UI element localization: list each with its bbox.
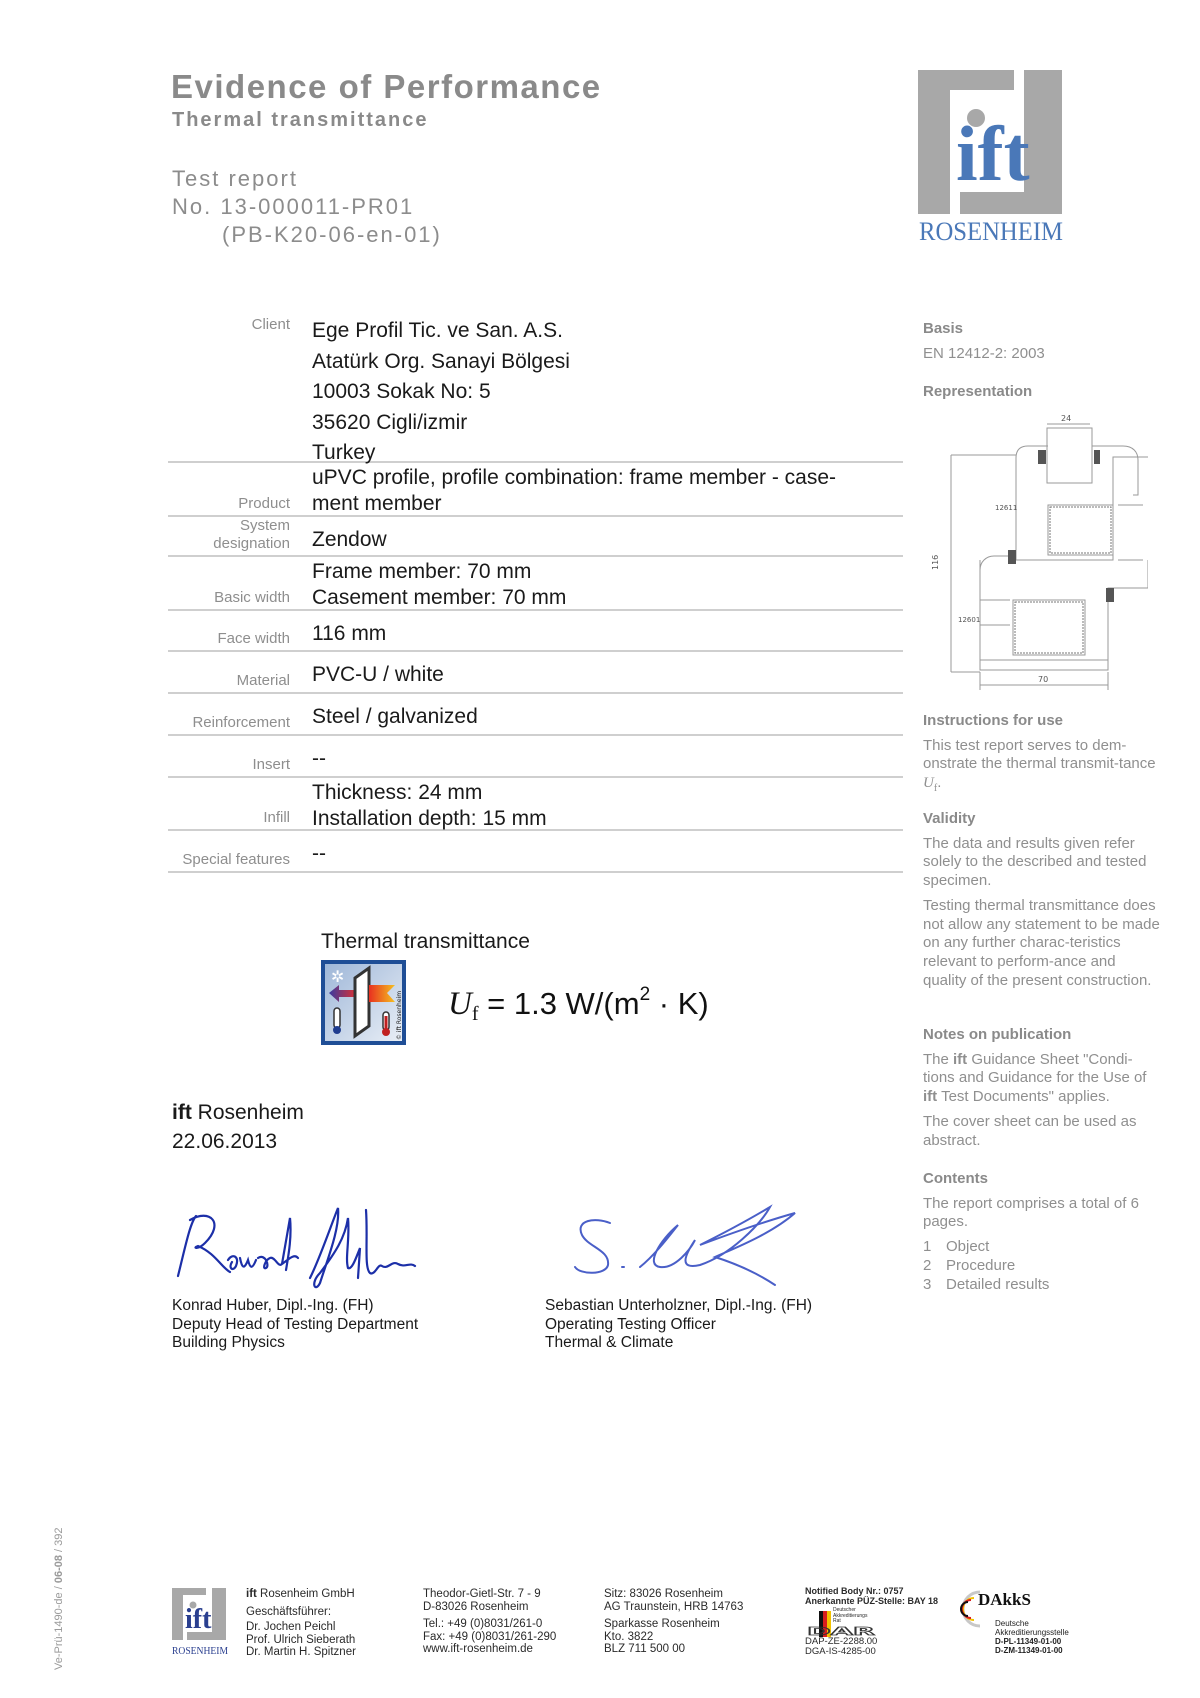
uf-exponent: 2	[639, 984, 651, 1005]
spec-row-system-designation	[168, 517, 903, 557]
contents-item	[923, 1257, 1163, 1276]
form-code-part: Ve-Prü-1490-de /	[53, 1583, 65, 1670]
logo-mark: ift	[956, 110, 1030, 197]
product-value	[304, 465, 903, 515]
issuer-block	[172, 1098, 304, 1156]
fax: Fax: +49 (0)8031/261-290	[423, 1630, 557, 1643]
sidebar-representation	[923, 383, 1163, 408]
infill-value	[304, 780, 903, 829]
product-line: uPVC profile, profile combination: frame member - case-	[312, 466, 837, 489]
footer-company	[246, 1588, 356, 1659]
client-line: 35620 Cigli/izmir	[312, 410, 468, 434]
svg-text:DAR: DAR	[807, 1624, 877, 1637]
instructions-text-part: This test report serves to dem-onstrate the thermal transmit-tance	[923, 736, 1156, 773]
basic-width-label: Basic width	[214, 589, 290, 606]
notified-body-line: Anerkannte PÜZ-Stelle: BAY 18	[805, 1596, 939, 1606]
label-line: System	[239, 517, 290, 534]
signatory-department: Building Physics	[172, 1334, 285, 1351]
dar-caption-line: Akkreditierungs	[833, 1612, 868, 1619]
spec-row-infill	[168, 778, 903, 831]
representation-heading: Representation	[923, 383, 1033, 400]
publication-text-1	[923, 1051, 1163, 1107]
specification-table	[168, 316, 903, 873]
spec-row-face-width	[168, 611, 903, 652]
svg-text:✲: ✲	[331, 967, 345, 986]
uf-symbol: U	[923, 775, 934, 792]
issue-date: 22.06.2013	[172, 1130, 278, 1153]
reinforcement-value: Steel / galvanized	[312, 705, 478, 728]
system-designation-value: Zendow	[312, 528, 387, 551]
address-line: D-83026 Rosenheim	[423, 1600, 529, 1613]
company-name: Rosenheim GmbH	[256, 1588, 355, 1600]
text-part: Guidance Sheet "Condi-tions and Guidance for the Use of	[923, 1050, 1147, 1087]
manager-name: Dr. Jochen Peichl	[246, 1621, 336, 1633]
contents-heading: Contents	[923, 1170, 988, 1187]
sidebar-basis	[923, 320, 1163, 369]
dakks-code: D-PL-11349-01-00	[995, 1637, 1062, 1646]
bank-line: Kto. 3822	[604, 1630, 654, 1643]
system-designation-label	[168, 517, 304, 555]
spec-row-special-features	[168, 831, 903, 873]
contents-text: The report comprises a total of 6 pages.	[923, 1194, 1139, 1231]
material-value: PVC-U / white	[312, 663, 444, 686]
contents-item	[923, 1276, 1163, 1295]
address-line: Theodor-Gietl-Str. 7 - 9	[423, 1588, 541, 1600]
signatory-role: Deputy Head of Testing Department	[172, 1315, 419, 1333]
dim-height: 116	[931, 554, 940, 570]
signatory-department: Thermal & Climate	[545, 1334, 674, 1351]
spec-row-insert	[168, 736, 903, 778]
dar-caption-line: Rat	[833, 1618, 841, 1624]
managing-directors-label: Geschäftsführer:	[246, 1605, 332, 1618]
form-code-part: 06-08	[53, 1555, 65, 1584]
footer-address	[423, 1588, 556, 1656]
dar-code: DAP-ZE-2288.00	[805, 1635, 878, 1647]
validity-text-2: Testing thermal transmittance does not allow any statement to be made on any further charac-teristics relevant to perform-ance and quality of the present construction.	[923, 896, 1160, 989]
product-label: Product	[238, 495, 290, 512]
footer-registry	[604, 1588, 743, 1656]
spec-row-product	[168, 463, 903, 517]
special-features-label: Special features	[182, 851, 290, 868]
spec-row-client	[168, 316, 903, 463]
client-line: Turkey	[312, 441, 376, 464]
client-line: Ege Profil Tic. ve San. A.S.	[312, 319, 563, 342]
infill-line: Thickness: 24 mm	[312, 781, 483, 804]
signature-sebastian-unterholzner	[560, 1195, 820, 1295]
bank-line: BLZ 711 500 00	[604, 1643, 685, 1655]
dakks-code: D-ZM-11349-01-00	[995, 1646, 1063, 1655]
dakks-caption-line: Akkreditierungsstelle	[995, 1628, 1069, 1637]
instructions-text-part: .	[937, 774, 942, 792]
profile-number-upper: 12611	[995, 504, 1018, 512]
company-bold: ift	[246, 1588, 257, 1600]
footer-logo-mark: ift	[185, 1604, 212, 1635]
contents-list	[923, 1238, 1163, 1294]
contents-item	[923, 1238, 1163, 1257]
basic-width-value	[304, 559, 903, 609]
form-code-part: / 392	[53, 1527, 65, 1556]
footer-ift-logo	[172, 1588, 228, 1658]
signature-konrad-huber	[170, 1198, 460, 1298]
document-subtitle: Thermal transmittance	[172, 109, 429, 131]
insert-label: Insert	[252, 756, 290, 773]
item-label: Object	[946, 1238, 990, 1256]
item-number: 1	[923, 1238, 932, 1256]
ift-rosenheim-logo	[918, 70, 1064, 246]
special-features-value: --	[312, 842, 326, 865]
text-part-bold: ift	[953, 1050, 968, 1068]
sidebar-contents	[923, 1170, 1163, 1294]
infill-line: Installation depth: 15 mm	[312, 807, 547, 830]
phone: Tel.: +49 (0)8031/261-0	[423, 1618, 543, 1630]
product-line: ment member	[312, 492, 442, 515]
footer-notified-body	[805, 1586, 938, 1657]
client-value	[304, 316, 903, 464]
client-line: 10003 Sokak No: 5	[312, 380, 491, 403]
text-part: Test Documents" applies.	[937, 1088, 1110, 1106]
uf-subscript: f	[933, 783, 938, 795]
material-label: Material	[236, 672, 290, 689]
signatory-name: Sebastian Unterholzner, Dipl.-Ing. (FH)	[545, 1297, 813, 1314]
signatory-name: Konrad Huber, Dipl.-Ing. (FH)	[172, 1297, 374, 1314]
signatory-2	[545, 1297, 812, 1353]
validity-text-1: The data and results given refer solely to the described and tested specimen.	[923, 834, 1147, 890]
item-number: 2	[923, 1256, 932, 1274]
dar-code: DGA-IS-4285-00	[805, 1645, 876, 1657]
report-code: (PB-K20-06-en-01)	[222, 222, 442, 247]
result-heading: Thermal transmittance	[321, 930, 530, 953]
face-width-label: Face width	[217, 630, 290, 647]
notified-body-line: Notified Body Nr.: 0757	[805, 1586, 904, 1596]
signatory-role: Operating Testing Officer	[545, 1315, 716, 1333]
manager-name: Dr. Martin H. Spitzner	[246, 1646, 356, 1658]
publication-text-2: The cover sheet can be used as abstract.	[923, 1112, 1137, 1149]
uf-unit: · K)	[650, 986, 709, 1021]
infill-label: Infill	[263, 809, 290, 826]
item-number: 3	[923, 1275, 932, 1293]
issuer-org: Rosenheim	[191, 1101, 304, 1124]
dar-logo	[805, 1608, 938, 1637]
dakks-caption-line: Deutsche	[995, 1619, 1029, 1628]
thermal-transmittance-icon	[321, 960, 406, 1045]
dakks-name: DAkkS	[978, 1590, 1031, 1609]
registry-line: AG Traunstein, HRB 14763	[604, 1600, 744, 1613]
uf-symbol: U	[448, 986, 472, 1022]
uf-number: = 1.3 W/(m	[478, 986, 640, 1021]
footer-logo-name: ROSENHEIM	[172, 1646, 228, 1657]
dakks-caption	[995, 1619, 1069, 1655]
spec-row-reinforcement	[168, 694, 903, 736]
sidebar-validity	[923, 810, 1163, 996]
basis-heading: Basis	[923, 320, 964, 337]
dar-caption-line: Deutscher	[833, 1607, 856, 1613]
basic-width-line: Casement member: 70 mm	[312, 586, 567, 609]
client-line: Atatürk Org. Sanayi Bölgesi	[312, 349, 570, 373]
dar-caption	[833, 1608, 867, 1625]
report-number: No. 13-000011-PR01	[172, 194, 415, 219]
website: www.ift-rosenheim.de	[423, 1643, 533, 1655]
validity-heading: Validity	[923, 810, 976, 827]
manager-name: Prof. Ulrich Sieberath	[246, 1633, 356, 1646]
item-label: Detailed results	[946, 1275, 1050, 1293]
insert-value: --	[312, 747, 326, 770]
registry-line: Sitz: 83026 Rosenheim	[604, 1588, 723, 1600]
dim-width: 70	[1038, 675, 1049, 684]
spec-row-basic-width	[168, 557, 903, 611]
svg-text:© ift Rosenheim: © ift Rosenheim	[396, 990, 403, 1040]
publication-heading: Notes on publication	[923, 1026, 1072, 1043]
text-part-bold: ift	[923, 1088, 938, 1106]
basis-text: EN 12412-2: 2003	[923, 344, 1045, 362]
sidebar-instructions	[923, 712, 1163, 805]
reinforcement-label: Reinforcement	[192, 714, 290, 731]
label-line: designation	[213, 535, 290, 552]
face-width-value: 116 mm	[312, 622, 387, 645]
form-code	[53, 1527, 65, 1670]
instructions-heading: Instructions for use	[923, 712, 1064, 729]
basic-width-line: Frame member: 70 mm	[312, 560, 532, 583]
issuer-org-bold: ift	[172, 1101, 192, 1124]
bank-line: Sparkasse Rosenheim	[604, 1618, 720, 1630]
profile-cross-section-drawing	[918, 410, 1148, 700]
client-label: Client	[251, 316, 290, 333]
dim-top: 24	[1061, 414, 1072, 423]
uf-subscript: f	[471, 1003, 479, 1025]
logo-name: ROSENHEIM	[919, 217, 1063, 246]
uf-value	[448, 984, 709, 1026]
report-label: Test report	[172, 166, 298, 191]
text-part: The	[923, 1050, 954, 1068]
signatory-1	[172, 1297, 418, 1353]
instructions-text	[923, 737, 1163, 799]
document-title: Evidence of Performance	[171, 68, 602, 105]
profile-number-lower: 12601	[958, 616, 981, 624]
sidebar-publication	[923, 1026, 1163, 1156]
footer	[172, 1584, 1092, 1656]
item-label: Procedure	[946, 1256, 1016, 1274]
spec-row-material	[168, 652, 903, 694]
